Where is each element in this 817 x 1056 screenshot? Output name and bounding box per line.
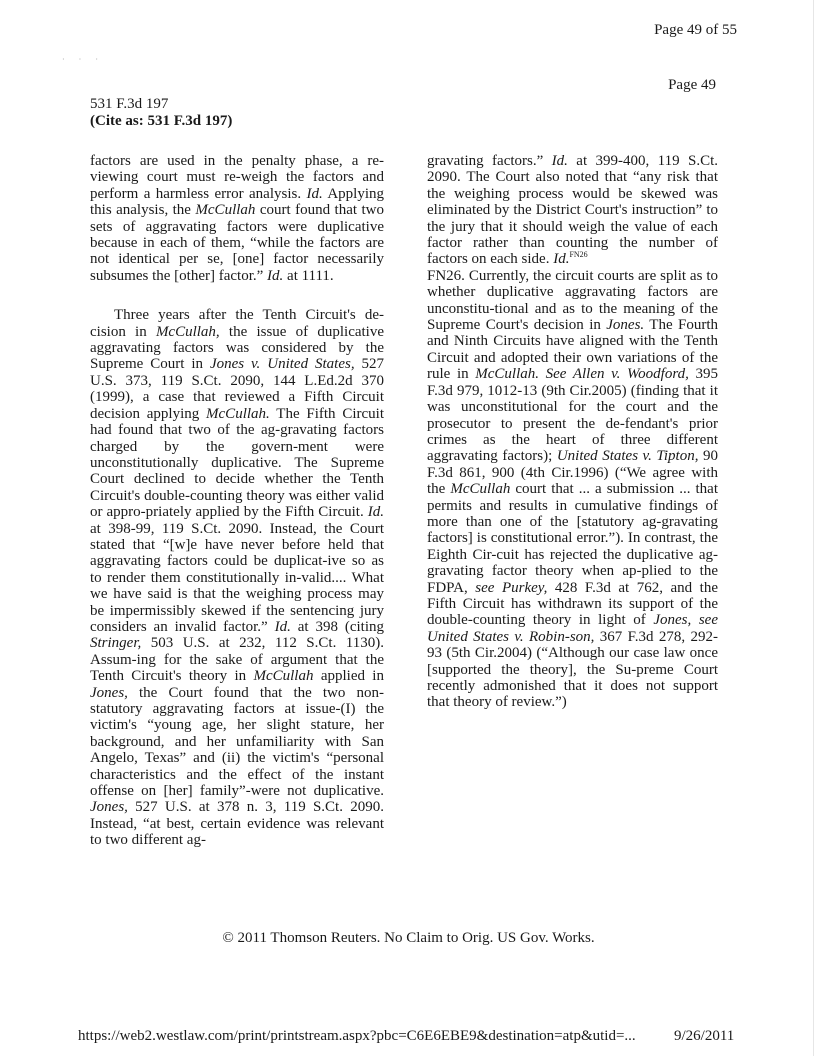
copyright-notice: © 2011 Thomson Reuters. No Claim to Orig. US Gov. Works. [222, 930, 595, 946]
left-paragraph-2 [90, 307, 384, 848]
text-run: court that ... a submission ... that permits and results in cumulative findings of more than one of the [statutory ag-gravating factors] is constitutional error.”). In contrast, the Eighth Cir-cuit has rejected the duplicative ag-gravating factor theory when ap-plied to the FDPA, [427, 481, 719, 596]
right-paragraph-1 [427, 153, 718, 268]
footnote-reference: FN26 [569, 250, 588, 260]
italic-citation: McCullah. [206, 405, 270, 422]
text-run: 503 U.S. at 232, 112 S.Ct. 1130). Assum-ing for the sake of argument that the Tenth Circuit's theory in [90, 635, 384, 685]
italic-citation: Stringer, [90, 635, 142, 652]
citation-header [90, 96, 232, 130]
italic-citation: Jones. [606, 317, 645, 334]
italic-citation: Jones, see United States v. Robin-son, [427, 612, 718, 645]
text-run: The Fourth and Ninth Circuits have aligned with the Tenth Circuit and adopted their own variations of the rule in [427, 317, 718, 383]
text-run: The Fifth Circuit had found that two of the ag-gravating factors charged by the govern-ment were unconstitutionally duplicative. The Supreme Court declined to decide whether the Tenth Circuit's double-counting theory was either valid or appro-priately applied by the Fifth Circuit. [90, 405, 384, 521]
text-run: gravating factors.” [427, 153, 552, 169]
print-url: https://web2.westlaw.com/print/printstream.aspx?pbc=C6E6EBE9&destination=atp&utid=... [78, 1028, 636, 1044]
text-run: Three years after the Tenth Circuit's de-cision in [90, 307, 384, 340]
left-column [90, 153, 384, 849]
text-run: at 398 (citing [290, 618, 384, 635]
page-of-count: Page 49 of 55 [654, 22, 737, 38]
italic-citation: Id. [267, 267, 284, 284]
left-paragraph-1 [90, 153, 384, 284]
text-run: 527 U.S. 373, 119 S.Ct. 2090, 144 L.Ed.2d 370 (1999), a case that reviewed a Fifth Circuit decision applying [90, 356, 385, 422]
text-run: applied in [313, 668, 384, 685]
text-run: 395 F.3d 979, 1012-13 (9th Cir.2005) (finding that it was unconstitutional for the court and the prosecutor to present the de-fendant's prior crimes as the heart of three different aggravating factors); [427, 366, 718, 465]
italic-citation: McCullah [450, 481, 511, 498]
italic-citation: Id. [367, 504, 384, 521]
scan-specks: · · · [62, 55, 104, 64]
text-run: FN26. Currently, the circuit courts are split as to whether duplicative aggravating factors are unconstitu-tional and as to the meaning of the Supreme Court's decision in [427, 267, 718, 334]
italic-citation: Jones v. United States, [209, 356, 355, 373]
page-edge-divider [813, 0, 814, 1056]
italic-citation: see Purkey, [475, 579, 548, 596]
text-run: 527 U.S. at 378 n. 3, 119 S.Ct. 2090. Instead, “at best, certain evidence was relevant to two different ag- [90, 799, 384, 849]
text-run: the Court found that the two non-statutory aggravating factors at issue-(I) the victim's “young age, her slight stature, her background, and her unfamiliarity with San Angelo, Texas” and (ii) the victim's “personal characteristics and the effect of the instant offense on [her] family”-were not duplicative. [90, 684, 384, 800]
italic-citation: McCullah [195, 202, 256, 219]
italic-citation: Id. [274, 618, 291, 635]
italic-citation: Jones, [90, 799, 128, 816]
italic-citation: McCullah, [155, 323, 220, 340]
text-run: at 1111. [283, 267, 334, 284]
right-column [427, 153, 718, 711]
text-run: 367 F.3d 278, 292-93 (5th Cir.2004) (“Although our case law once [supported the theory], the Su-preme Court recently admonished that it does not support that theory of review.”) [427, 628, 718, 711]
cite-as: (Cite as: 531 F.3d 197) [90, 113, 233, 129]
text-run: the issue of duplicative aggravating factors was considered by the Supreme Court in [90, 323, 385, 373]
footnote-fn26 [427, 268, 718, 711]
text-run: Applying this analysis, the [90, 185, 384, 219]
text-run: factors are used in the penalty phase, a re-viewing court must re-weigh the factors and perform a harmless error analysis. [90, 153, 384, 202]
text-run: at 398-99, 119 S.Ct. 2090. Instead, the Court stated that “[w]e have never before held that aggravating factors could be duplicat-ive so as to render them constitutionally in-valid.... What we have said is that the weighing process may be impermissibly skewed if the sentencing jury considers an invalid factor.” [90, 520, 384, 635]
italic-citation: United States v. Tipton, [556, 448, 699, 465]
italic-citation: Id. [553, 251, 570, 268]
text-run: court found that two sets of aggravating factors were duplicative because in each of them, “while the factors are not identical per se, [one] factor necessarily subsumes the [other] factor.” [90, 202, 384, 284]
text-run: 90 F.3d 861, 900 (4th Cir.1996) (“We agree with the [427, 448, 719, 498]
italic-citation: McCullah. See Allen v. Woodford, [475, 366, 689, 383]
reporter-citation: 531 F.3d 197 [90, 96, 169, 112]
text-run: 428 F.3d at 762, and the Fifth Circuit has withdrawn its support of the double-counting theory in light of [427, 579, 718, 629]
print-date: 9/26/2011 [674, 1028, 735, 1044]
text-run: at 399-400, 119 S.Ct. 2090. The Court also noted that “any risk that the weighing process would be skewed was eliminated by the District Court's instruction” to the jury that it should weigh the value of each factor rather than counting the number of factors on each side. [427, 153, 718, 268]
italic-citation: Id. [306, 185, 323, 202]
italic-citation: Id. [551, 153, 568, 169]
italic-citation: McCullah [253, 668, 314, 685]
page-number: Page 49 [668, 77, 716, 93]
italic-citation: Jones, [90, 684, 128, 701]
